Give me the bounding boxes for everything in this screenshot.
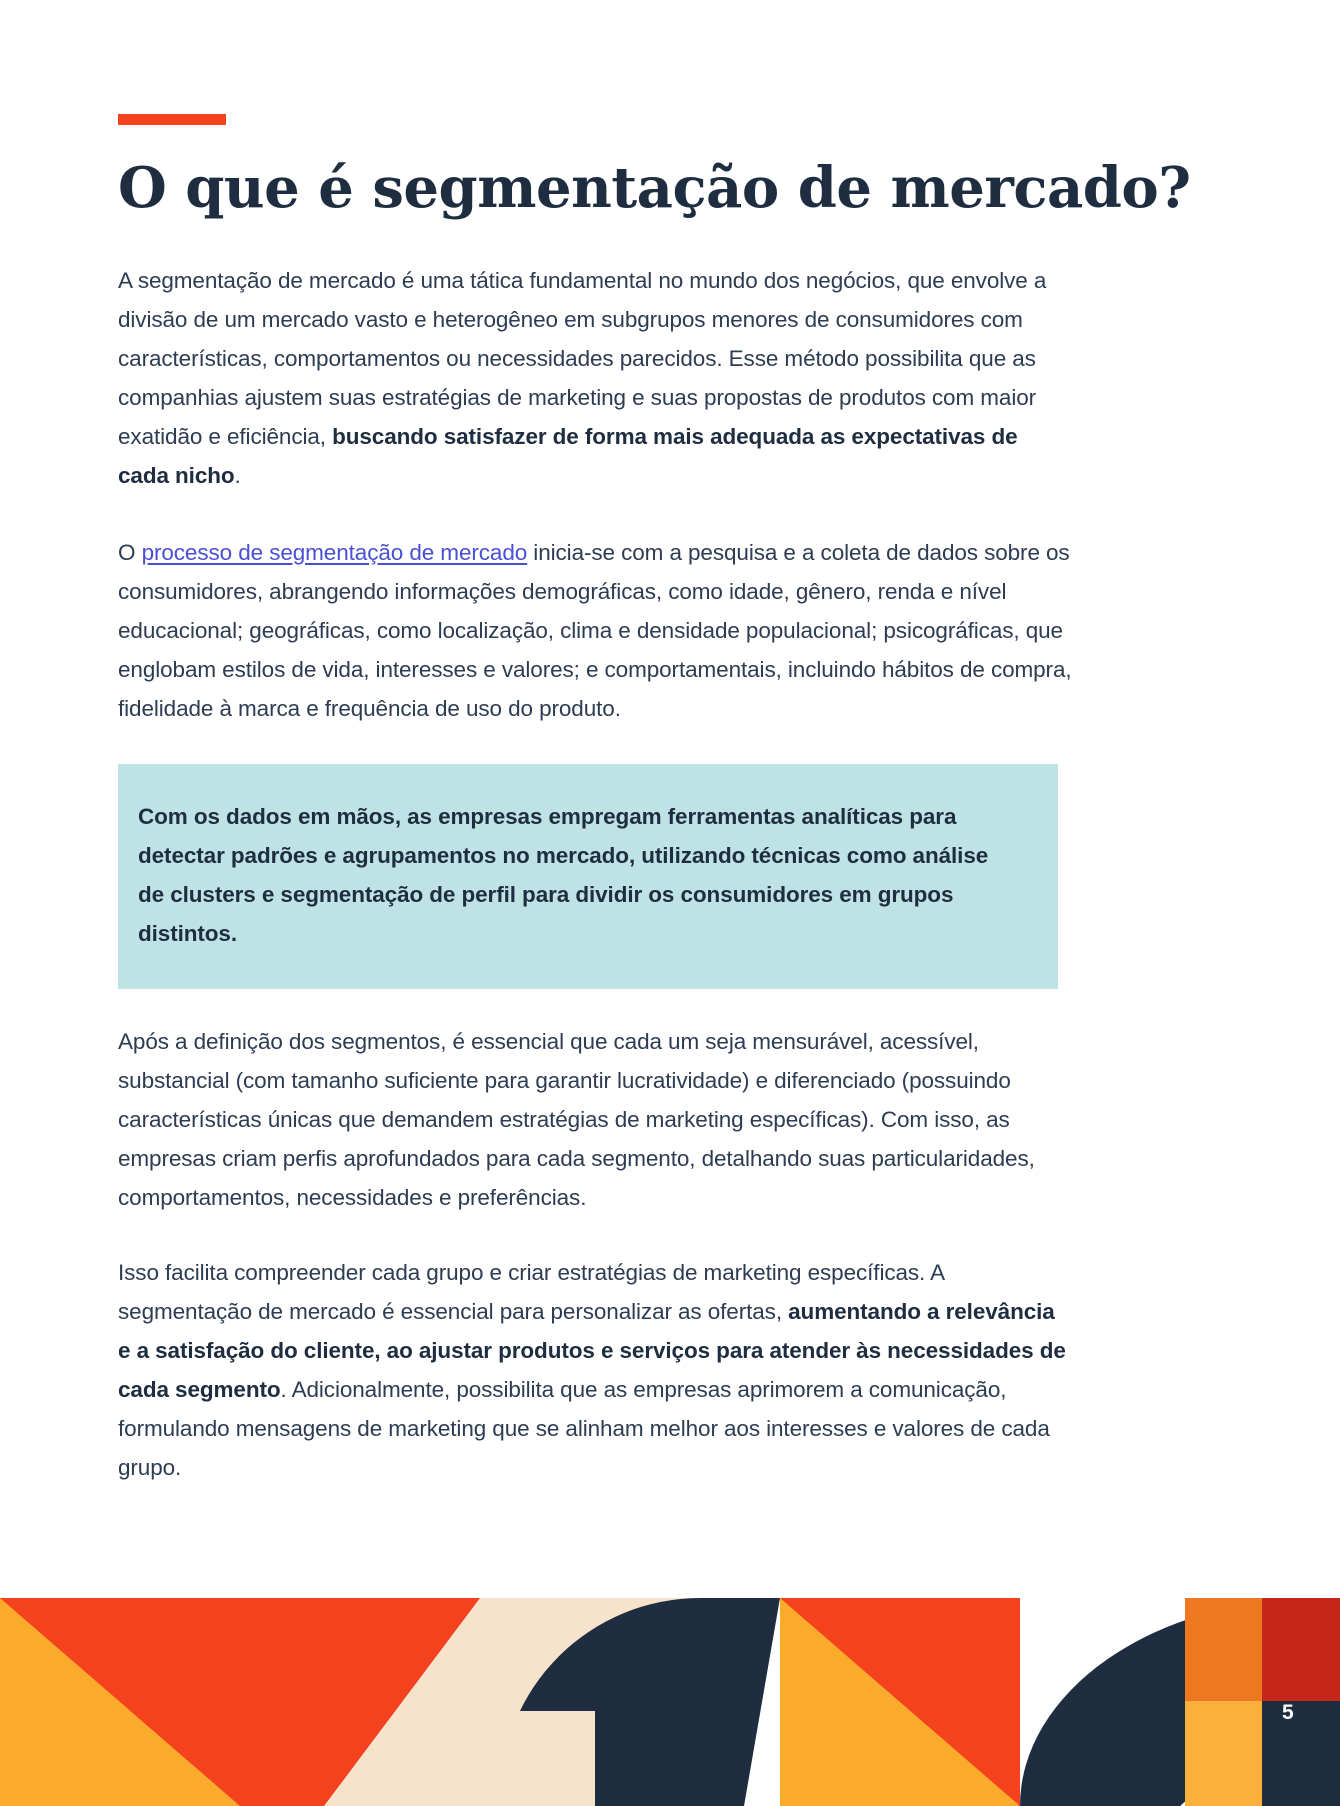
red-upper-triangle-shape (780, 1598, 1020, 1806)
orange-square-shape (1185, 1598, 1262, 1701)
amber-square-shape (1185, 1701, 1262, 1806)
footer-block-darkred-navy-column (1262, 1598, 1340, 1806)
paragraph-2 (118, 533, 1073, 728)
paragraph-4-tail: . Adicionalmente, possibilita que as empresas aprimorem a comunicação, formulando mensagens de marketing que se alinham melhor aos interesses e valores de cada grupo. (118, 1376, 1050, 1480)
paragraph-1-tail: . (234, 462, 241, 488)
page-number: 5 (1282, 1701, 1294, 1724)
segmentation-process-link[interactable]: processo de segmentação de mercado (141, 539, 528, 565)
paragraph-2-post: inicia-se com a pesquisa e a coleta de dados sobre os consumidores, abrangendo informações demográficas, como idade, gênero, renda e nível educacional; geográficas, como localização, clima e densidade populacional; psicográficas, que englobam estilos de vida, interesses e valores; e comportamentais, incluindo hábitos de compra, fidelidade à marca e frequência de uso do produto. (118, 539, 1072, 721)
red-triangle-shape (0, 1598, 240, 1806)
dark-red-square-shape (1262, 1598, 1340, 1701)
paragraph-1-lead: A segmentação de mercado é uma tática fundamental no mundo dos negócios, que envolve a divisão de um mercado vasto e heterogêneo em subgrupos menores de consumidores com características, comportamentos ou necessidades parecidos. Esse método possibilita que as companhias ajustem suas estratégias de marketing e suas propostas de produtos com maior exatidão e eficiência, (118, 267, 1047, 449)
callout-text: Com os dados em mãos, as empresas empregam ferramentas analíticas para detectar padrões e agrupamentos no mercado, utilizando técnicas como análise de clusters e segmentação de perfil para dividir os consumidores em grupos distintos. (138, 803, 989, 946)
accent-rule (118, 114, 226, 125)
footer-block-cream-navy-quarter (480, 1598, 700, 1806)
white-cut-shape (700, 1598, 780, 1806)
cream-notch-shape (500, 1711, 595, 1806)
paragraph-4 (118, 1253, 1073, 1487)
navy-square-shape (1262, 1701, 1340, 1806)
footer-block-orange-amber-column (1185, 1598, 1262, 1806)
footer-block-navy-tail (700, 1598, 780, 1806)
footer-block-navy-arc-ring (1020, 1598, 1185, 1806)
decorative-footer-pattern (0, 1598, 1340, 1806)
paragraph-1-bold: buscando satisfazer de forma mais adequada as expectativas de cada nicho (118, 423, 1018, 488)
footer-block-red-cream-diagonal (240, 1598, 480, 1806)
paragraph-2-pre: O (118, 539, 142, 565)
red-wedge-shape (240, 1598, 480, 1806)
paragraph-3: Após a definição dos segmentos, é essencial que cada um seja mensurável, acessível, substancial (com tamanho suficiente para garantir lucratividade) e diferenciado (possuindo características únicas que demandem estratégias de marketing específicas). Com isso, as empresas criam perfis aprofundados para cada segmento, detalhando suas particularidades, comportamentos, necessidades e preferências. (118, 1028, 1035, 1210)
footer-block-yellow-red-triangle (0, 1598, 240, 1806)
footer-block-yellow-red-cross (780, 1598, 1020, 1806)
paragraph-4-lead: Isso facilita compreender cada grupo e criar estratégias de marketing específicas. A segmentação de mercado é essencial para personalizar as ofertas, (118, 1259, 944, 1324)
content-column (118, 0, 1191, 1487)
navy-arc-shape (1020, 1598, 1185, 1806)
paragraph-1 (118, 261, 1073, 495)
callout-box (118, 764, 1058, 989)
page-title: O que é segmentação de mercado? (118, 155, 1191, 221)
paragraph-4-bold: aumentando a relevância e a satisfação do cliente, ao ajustar produtos e serviços para atender às necessidades de cada segmento (118, 1298, 1066, 1402)
